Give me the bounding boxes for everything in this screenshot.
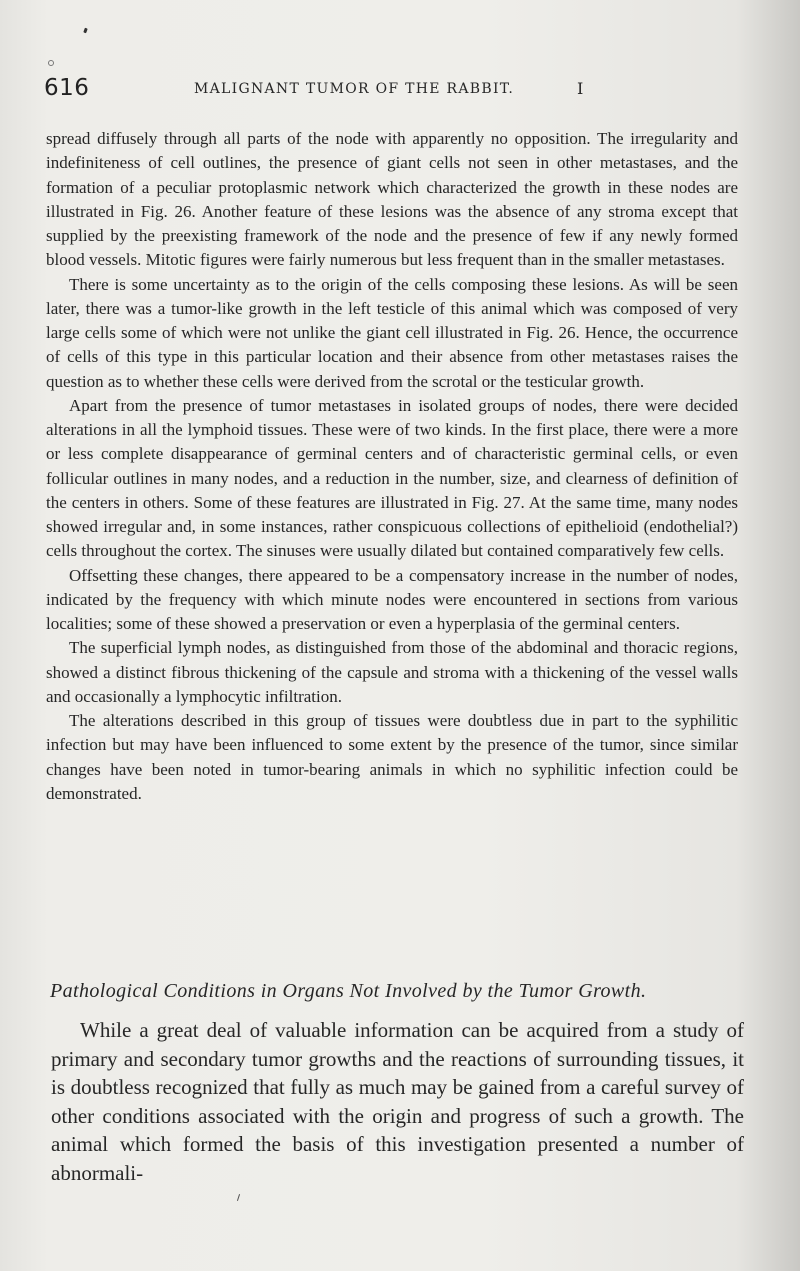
paragraph: Apart from the presence of tumor metastases in isolated groups of nodes, there were decided alterations in all the lymphoid tissues. These were of two kinds. In the first place, there were a more or less complete disappearance of germinal centers and of characteristic germinal cells, or even follicular outlines in many nodes, and a reduction in the number, size, and clearness of definition of the centers in others. Some of these features are illustrated in Fig. 27. At the same time, many nodes showed irregular and, in some instances, rather conspicuous collections of epithelioid (endothelial?) cells throughout the cortex. The sinuses were usually dilated but contained comparatively few cells. xyxy=(46,395,738,561)
ink-speck xyxy=(237,1194,240,1201)
section-heading: Pathological Conditions in Organs Not Involved by the Tumor Growth. xyxy=(50,980,647,1002)
paragraph: Offsetting these changes, there appeared to be a compensatory increase in the number of nodes, indicated by the frequency with which minute nodes were encountered in sections from various localities; some of these showed a preservation or even a hyperplasia of the germinal centers. xyxy=(46,565,738,633)
ink-speck xyxy=(83,28,88,34)
section-body xyxy=(51,1016,744,1188)
ink-speck xyxy=(48,60,54,66)
page-number: 616 xyxy=(44,75,90,101)
paragraph: The alterations described in this group of tissues were doubtless due in part to the syphilitic infection but may have been influenced to some extent by the presence of the tumor, since similar changes have been noted in tumor-bearing animals in which no syphilitic infection could be demonstrated. xyxy=(46,711,738,803)
paragraph: The superficial lymph nodes, as distinguished from those of the abdominal and thoracic regions, showed a distinct fibrous thickening of the capsule and stroma with a thickening of the vessel walls and occasionally a lymphocytic infiltration. xyxy=(46,638,738,706)
paragraph: While a great deal of valuable information can be acquired from a study of primary and secondary tumor growths and the reactions of surrounding tissues, it is doubtless recognized that fully as much may be gained from a careful survey of other conditions associated with the origin and progress of such a growth. The animal which formed the basis of this investigation presented a number of abnormali- xyxy=(51,1018,744,1185)
page-header xyxy=(44,75,744,105)
paragraph: spread diffusely through all parts of the node with apparently no opposition. The irregularity and indefiniteness of cell outlines, the presence of giant cells not seen in other metastases, and the formation of a peculiar protoplasmic network which characterized the growth in these nodes are illustrated in Fig. 26. Another feature of these lesions was the absence of any stroma except that supplied by the preexisting framework of the node and the presence of few if any newly formed blood vessels. Mitotic figures were fairly numerous but less frequent than in the smaller metastases. xyxy=(46,129,738,270)
body-text xyxy=(46,127,738,806)
running-head: MALIGNANT TUMOR OF THE RABBIT. xyxy=(194,81,515,97)
running-head-part: I xyxy=(577,79,584,98)
paragraph: There is some uncertainty as to the origin of the cells composing these lesions. As will be seen later, there was a tumor-like growth in the left testicle of this animal which was composed of very large cells some of which were not unlike the giant cell illustrated in Fig. 26. Hence, the occurrence of cells of this type in this particular location and their absence from other metastases raises the question as to whether these cells were derived from the scrotal or the testicular growth. xyxy=(46,274,738,391)
